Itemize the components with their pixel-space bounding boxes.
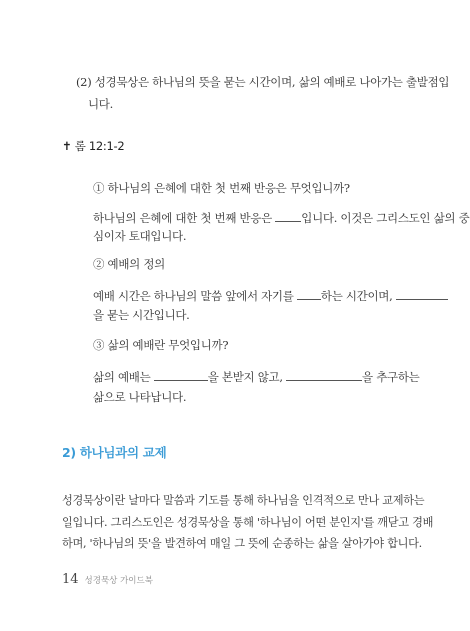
answer-blank[interactable]: [297, 298, 321, 300]
answer-3-text-b: 을 본받지 않고,: [207, 370, 287, 384]
section-heading: 2) 하나님과의 교제: [62, 445, 167, 460]
answer-3-line1: [93, 369, 419, 385]
answer-1-text-a: 하나님의 은혜에 대한 첫 번째 반응은: [93, 211, 276, 225]
answer-3-line2: 삶으로 나타납니다.: [93, 390, 187, 404]
answer-1-line1: [93, 210, 469, 226]
answer-2-line2: 을 묻는 시간입니다.: [93, 308, 190, 322]
answer-2-line1: [93, 288, 448, 304]
page-number: 14: [62, 572, 79, 587]
answer-3-text-a: 삶의 예배는: [93, 370, 154, 384]
answer-blank[interactable]: [275, 220, 301, 222]
section2-paragraph-line3: 하며, '하나님의 뜻'을 발견하여 매일 그 뜻에 순종하는 삶을 살아가야 합니다.: [62, 537, 422, 550]
answer-1-line2: 심이자 토대입니다.: [93, 229, 187, 243]
section2-paragraph-line1: 성경묵상이란 날마다 말씀과 기도를 통해 하나님을 인격적으로 만나 교제하는: [62, 494, 425, 507]
answer-2-text-b: 하는 시간이며,: [320, 289, 396, 303]
answer-3-text-c: 을 추구하는: [362, 370, 420, 384]
item2-line1: (2) 성경묵상은 하나님의 뜻을 묻는 시간이며, 삶의 예배로 나아가는 출발점입: [76, 75, 450, 89]
question-3: ③ 삶의 예배란 무엇입니까?: [93, 338, 229, 352]
answer-blank[interactable]: [286, 379, 362, 381]
book-title: 성경묵상 가이드북: [84, 576, 153, 586]
section2-paragraph-line2: 일입니다. 그리스도인은 성경묵상을 통해 '하나님이 어떤 분인지'를 깨닫고 경배: [62, 516, 434, 529]
item2-line2: 니다.: [88, 97, 113, 111]
question-1: ① 하나님의 은혜에 대한 첫 번째 반응은 무엇입니까?: [93, 181, 350, 195]
answer-blank[interactable]: [396, 298, 448, 300]
answer-2-text-a: 예배 시간은 하나님의 말씀 앞에서 자기를: [93, 289, 297, 303]
verse-reference: ✝ 롬 12:1-2: [62, 139, 125, 153]
question-2: ② 예배의 정의: [93, 257, 165, 271]
page-footer: [62, 568, 153, 587]
answer-1-text-b: 입니다. 이것은 그리스도인 삶의 중: [301, 211, 470, 225]
answer-blank[interactable]: [154, 379, 208, 381]
